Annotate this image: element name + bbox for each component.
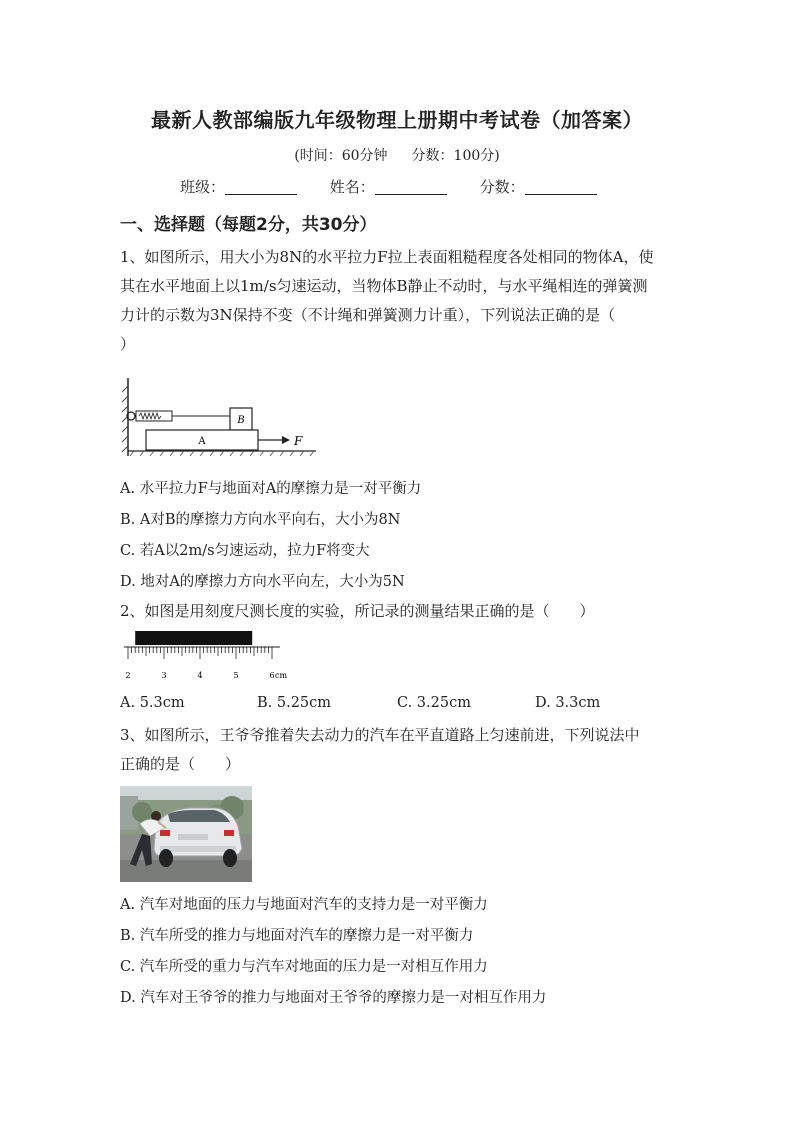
question-line: ） xyxy=(120,335,136,353)
score-blank xyxy=(525,180,597,195)
question-2-option-a: A. 5.3cm xyxy=(120,695,185,711)
question-line: 力计的示数为3N保持不变（不计绳和弹簧测力计重），下列说法正确的是（ xyxy=(120,306,616,324)
question-3-option-c: C. 汽车所受的重力与汽车对地面的压力是一对相互作用力 xyxy=(120,959,488,975)
class-blank xyxy=(225,180,297,195)
student-info-row xyxy=(180,176,625,197)
question-2-option-b: B. 5.25cm xyxy=(257,695,332,711)
block-b-label: B xyxy=(237,415,245,426)
ruler-label: 4 xyxy=(197,671,203,680)
ruler-ticks xyxy=(128,647,272,659)
ruler-label: 5 xyxy=(233,671,239,680)
question-line: 2、如图是用刻度尺测长度的实验，所记录的测量结果正确的是（ ） xyxy=(120,602,595,620)
question-3-option-a: A. 汽车对地面的压力与地面对汽车的支持力是一对平衡力 xyxy=(120,897,488,913)
question-1-figure xyxy=(120,376,320,462)
score-label: 分数： xyxy=(479,178,525,196)
question-1-option-c: C. 若A以2m/s匀速运动，拉力F将变大 xyxy=(120,543,370,559)
question-line: 正确的是（ ） xyxy=(120,755,241,773)
question-2-option-c: C. 3.25cm xyxy=(397,695,471,711)
exam-title: 最新人教部编版九年级物理上册期中考试卷（加答案） xyxy=(151,108,643,132)
question-1-option-d: D. 地对A的摩擦力方向水平向左，大小为5N xyxy=(120,574,405,590)
ruler-unit-label: cm xyxy=(275,671,288,680)
time-label: (时间：60分钟 xyxy=(294,148,388,164)
question-2-option-d: D. 3.3cm xyxy=(535,695,601,711)
question-3-option-b: B. 汽车所受的推力与地面对汽车的摩擦力是一对平衡力 xyxy=(120,928,474,944)
class-label: 班级： xyxy=(180,178,226,196)
name-label: 姓名： xyxy=(329,178,375,196)
ruler-labels xyxy=(125,671,287,680)
name-blank xyxy=(375,180,447,195)
question-line: 其在水平地面上以1m/s匀速运动，当物体B静止不动时，与水平绳相连的弹簧测 xyxy=(120,277,648,295)
measured-object xyxy=(135,631,252,645)
question-1-option-a: A. 水平拉力F与地面对A的摩擦力是一对平衡力 xyxy=(120,481,422,497)
ruler-label: 3 xyxy=(161,671,167,680)
block-a-label: A xyxy=(198,436,206,447)
question-line: 3、如图所示，王爷爷推着失去动力的汽车在平直道路上匀速前进，下列说法中 xyxy=(120,726,640,744)
exam-subtitle xyxy=(0,145,794,165)
ruler-label: 2 xyxy=(125,671,131,680)
ruler-figure xyxy=(120,628,300,684)
car-push-photo xyxy=(120,786,252,882)
question-3-option-d: D. 汽车对王爷爷的推力与地面对王爷爷的摩擦力是一对相互作用力 xyxy=(120,990,547,1006)
section-heading: 一、选择题（每题2分，共30分） xyxy=(120,215,377,235)
question-line: 1、如图所示，用大小为8N的水平拉力F拉上表面粗糙程度各处相同的物体A，使 xyxy=(120,248,654,266)
question-3-text xyxy=(120,721,676,779)
question-1-option-b: B. A对B的摩擦力方向水平向右，大小为8N xyxy=(120,512,401,528)
question-2-options xyxy=(120,695,680,711)
force-f-label: F xyxy=(294,434,303,448)
question-1-text xyxy=(120,243,676,359)
score-total-label: 分数：100分) xyxy=(411,148,500,164)
question-2-text xyxy=(120,597,676,626)
ruler-label: 6 xyxy=(269,671,275,680)
